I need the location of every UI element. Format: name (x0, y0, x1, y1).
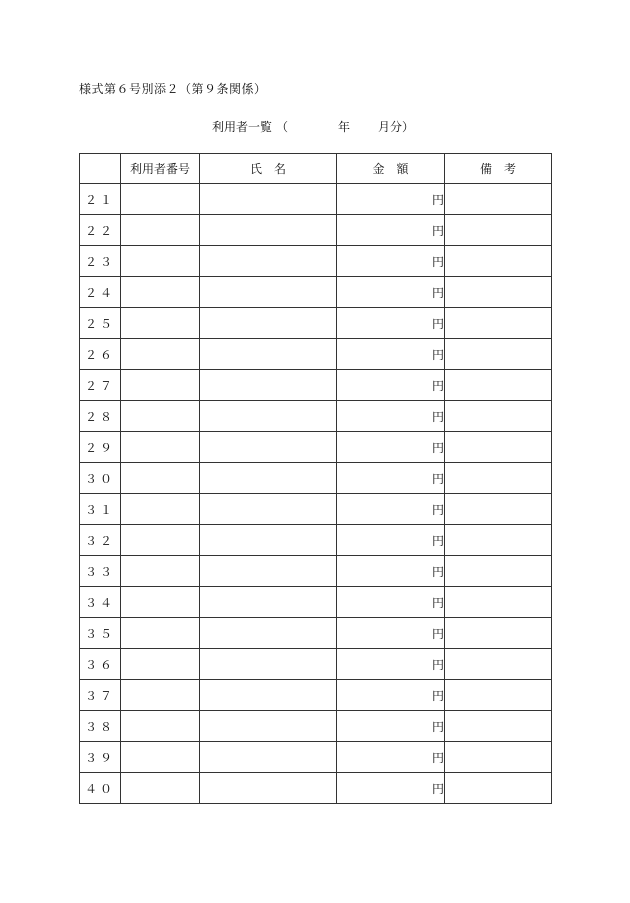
user-id-cell[interactable] (121, 711, 200, 742)
name-cell[interactable] (200, 339, 337, 370)
amount-cell[interactable]: 円 (337, 556, 445, 587)
name-cell[interactable] (200, 773, 337, 804)
amount-cell[interactable]: 円 (337, 246, 445, 277)
row-number: ２７ (80, 370, 121, 401)
header-amount: 金 額 (337, 154, 445, 184)
table-row (80, 649, 552, 680)
amount-cell[interactable]: 円 (337, 587, 445, 618)
user-id-cell[interactable] (121, 277, 200, 308)
amount-cell[interactable]: 円 (337, 277, 445, 308)
user-id-cell[interactable] (121, 432, 200, 463)
month-label: 月分） (378, 120, 415, 134)
name-cell[interactable] (200, 308, 337, 339)
row-number: ２９ (80, 432, 121, 463)
header-name: 氏 名 (200, 154, 337, 184)
year-label: 年 (338, 120, 351, 134)
remarks-cell[interactable] (445, 463, 552, 494)
amount-cell[interactable]: 円 (337, 184, 445, 215)
amount-cell[interactable]: 円 (337, 618, 445, 649)
row-number: ２２ (80, 215, 121, 246)
user-id-cell[interactable] (121, 494, 200, 525)
name-cell[interactable] (200, 556, 337, 587)
table-row (80, 742, 552, 773)
table-row (80, 308, 552, 339)
table-row (80, 215, 552, 246)
amount-cell[interactable]: 円 (337, 494, 445, 525)
table-row (80, 184, 552, 215)
table-row (80, 370, 552, 401)
amount-cell[interactable]: 円 (337, 432, 445, 463)
amount-cell[interactable]: 円 (337, 339, 445, 370)
name-cell[interactable] (200, 432, 337, 463)
amount-cell[interactable]: 円 (337, 215, 445, 246)
header-user-id: 利用者番号 (121, 154, 200, 184)
remarks-cell[interactable] (445, 556, 552, 587)
name-cell[interactable] (200, 401, 337, 432)
table-row (80, 587, 552, 618)
header-number (80, 154, 121, 184)
table-row (80, 246, 552, 277)
amount-cell[interactable]: 円 (337, 649, 445, 680)
row-number: ４０ (80, 773, 121, 804)
user-id-cell[interactable] (121, 556, 200, 587)
user-id-cell[interactable] (121, 680, 200, 711)
name-cell[interactable] (200, 525, 337, 556)
table-row (80, 432, 552, 463)
form-identifier: 様式第６号別添２（第９条関係） (79, 82, 267, 96)
name-cell[interactable] (200, 494, 337, 525)
name-cell[interactable] (200, 370, 337, 401)
user-id-cell[interactable] (121, 618, 200, 649)
name-cell[interactable] (200, 680, 337, 711)
user-id-cell[interactable] (121, 339, 200, 370)
name-cell[interactable] (200, 463, 337, 494)
table-row (80, 525, 552, 556)
table-header-row (80, 154, 552, 184)
amount-cell[interactable]: 円 (337, 711, 445, 742)
table-row (80, 618, 552, 649)
user-id-cell[interactable] (121, 401, 200, 432)
amount-cell[interactable]: 円 (337, 401, 445, 432)
table-row (80, 773, 552, 804)
table-row (80, 494, 552, 525)
row-number: ３０ (80, 463, 121, 494)
user-id-cell[interactable] (121, 308, 200, 339)
user-id-cell[interactable] (121, 215, 200, 246)
amount-cell[interactable]: 円 (337, 370, 445, 401)
table-row (80, 556, 552, 587)
remarks-cell[interactable] (445, 277, 552, 308)
header-remarks: 備 考 (445, 154, 552, 184)
table-row (80, 277, 552, 308)
amount-cell[interactable]: 円 (337, 463, 445, 494)
page-title (212, 118, 414, 135)
table-row (80, 401, 552, 432)
user-id-cell[interactable] (121, 463, 200, 494)
remarks-cell[interactable] (445, 215, 552, 246)
remarks-cell[interactable] (445, 246, 552, 277)
user-id-cell[interactable] (121, 184, 200, 215)
title-text: 利用者一覧 (212, 120, 273, 134)
remarks-cell[interactable] (445, 680, 552, 711)
remarks-cell[interactable] (445, 618, 552, 649)
name-cell[interactable] (200, 277, 337, 308)
amount-cell[interactable]: 円 (337, 742, 445, 773)
row-number: ３４ (80, 587, 121, 618)
row-number: ３２ (80, 525, 121, 556)
user-id-cell[interactable] (121, 246, 200, 277)
table-row (80, 680, 552, 711)
name-cell[interactable] (200, 711, 337, 742)
row-number: ２８ (80, 401, 121, 432)
row-number: ３６ (80, 649, 121, 680)
name-cell[interactable] (200, 618, 337, 649)
amount-cell[interactable]: 円 (337, 773, 445, 804)
table-row (80, 339, 552, 370)
user-id-cell[interactable] (121, 525, 200, 556)
name-cell[interactable] (200, 184, 337, 215)
row-number: ２５ (80, 308, 121, 339)
remarks-cell[interactable] (445, 649, 552, 680)
name-cell[interactable] (200, 742, 337, 773)
remarks-cell[interactable] (445, 494, 552, 525)
row-number: ２４ (80, 277, 121, 308)
amount-cell[interactable]: 円 (337, 525, 445, 556)
row-number: ３９ (80, 742, 121, 773)
title-paren-open: （ (276, 120, 289, 134)
user-id-cell[interactable] (121, 587, 200, 618)
remarks-cell[interactable] (445, 525, 552, 556)
row-number: ２６ (80, 339, 121, 370)
remarks-cell[interactable] (445, 432, 552, 463)
remarks-cell[interactable] (445, 711, 552, 742)
table-row (80, 463, 552, 494)
row-number: ３１ (80, 494, 121, 525)
name-cell[interactable] (200, 246, 337, 277)
remarks-cell[interactable] (445, 587, 552, 618)
amount-cell[interactable]: 円 (337, 680, 445, 711)
remarks-cell[interactable] (445, 184, 552, 215)
row-number: ２１ (80, 184, 121, 215)
user-id-cell[interactable] (121, 649, 200, 680)
remarks-cell[interactable] (445, 742, 552, 773)
remarks-cell[interactable] (445, 308, 552, 339)
name-cell[interactable] (200, 649, 337, 680)
row-number: ３３ (80, 556, 121, 587)
name-cell[interactable] (200, 215, 337, 246)
row-number: ３７ (80, 680, 121, 711)
remarks-cell[interactable] (445, 339, 552, 370)
row-number: ２３ (80, 246, 121, 277)
table-row (80, 711, 552, 742)
row-number: ３５ (80, 618, 121, 649)
name-cell[interactable] (200, 587, 337, 618)
remarks-cell[interactable] (445, 370, 552, 401)
amount-cell[interactable]: 円 (337, 308, 445, 339)
user-id-cell[interactable] (121, 742, 200, 773)
user-list-table (79, 153, 552, 804)
remarks-cell[interactable] (445, 773, 552, 804)
remarks-cell[interactable] (445, 401, 552, 432)
user-id-cell[interactable] (121, 370, 200, 401)
row-number: ３８ (80, 711, 121, 742)
user-id-cell[interactable] (121, 773, 200, 804)
